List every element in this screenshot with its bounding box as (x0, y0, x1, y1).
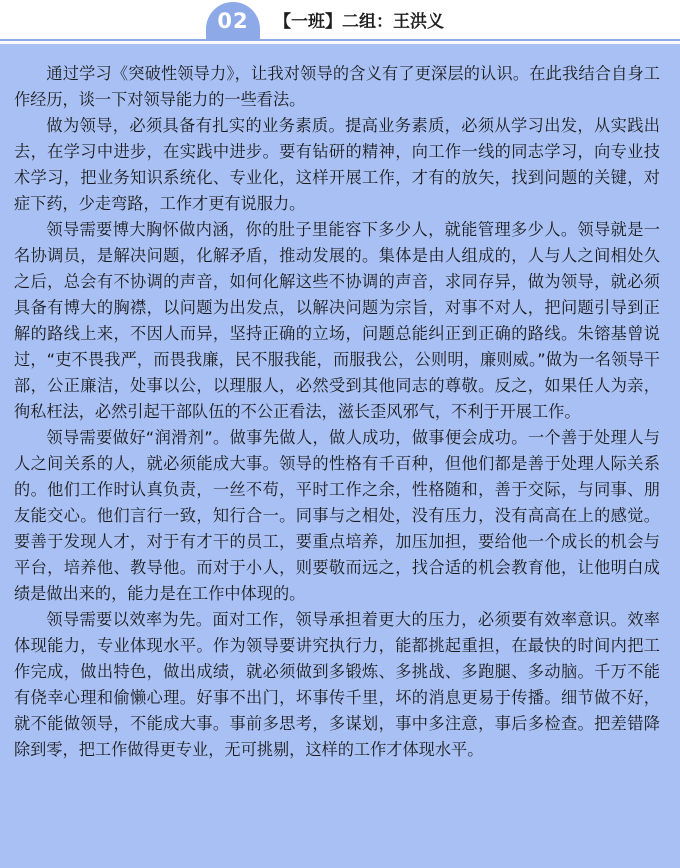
section-title: 【一班】二组：王洪义 (274, 12, 444, 32)
paragraph-1: 通过学习《突破性领导力》，让我对领导的含义有了更深层的认识。在此我结合自身工作经历，谈一下对领导能力的一些看法。 (14, 64, 660, 109)
paragraph-3: 领导需要博大胸怀做内涵，你的肚子里能容下多少人，就能管理多少人。领导就是一名协调员，是解决问题，化解矛盾，推动发展的。集体是由人组成的，人与人之间相处久之后，总会有不协调的声音，如何化解这些不协调的声音，求同存异，做为领导，就必须具备有博大的胸襟，以问题为出发点，以解决问题为宗旨，对事不对人，把问题引导到正解的路线上来，不因人而异，坚持正确的立场，问题总能纠正到正确的路线。朱镕基曾说过，“吏不畏我严，而畏我廉，民不服我能，而服我公，公则明，廉则威。”做为一名领导干部，公正廉洁，处事以公，以理服人，必然受到其他同志的尊敬。反之，如果任人为亲，徇私枉法，必然引起干部队伍的不公正看法，滋长歪风邪气，不利于开展工作。 (14, 220, 660, 421)
article-body (0, 44, 680, 868)
section-number-badge: 02 (206, 2, 260, 40)
paragraph-2: 做为领导，必须具备有扎实的业务素质。提高业务素质，必须从学习出发，从实践出去，在学习中进步，在实践中进步。要有钻研的精神，向工作一线的同志学习，向专业技术学习，把业务知识系统化、专业化，这样开展工作，才有的放矢，找到问题的关键，对症下药，少走弯路，工作才更有说服力。 (14, 116, 660, 213)
paragraph-5: 领导需要以效率为先。面对工作，领导承担着更大的压力，必须要有效率意识。效率体现能力，专业体现水平。作为领导要讲究执行力，能都挑起重担，在最快的时间内把工作完成，做出特色，做出成绩，就必须做到多锻炼、多挑战、多跑腿、多动脑。千万不能有侥幸心理和偷懒心理。好事不出门，坏事传千里，坏的消息更易于传播。细节做不好，就不能做领导，不能成大事。事前多思考，多谋划，事中多注意，事后多检查。把差错降除到零，把工作做得更专业，无可挑剔，这样的工作才体现水平。 (14, 610, 660, 759)
paragraph-4: 领导需要做好“润滑剂”。做事先做人，做人成功，做事便会成功。一个善于处理人与人之间关系的人，就必须能成大事。领导的性格有千百种，但他们都是善于处理人际关系的。他们工作时认真负责，一丝不苟，平时工作之余，性格随和，善于交际，与同事、朋友能交心。他们言行一致，知行合一。同事与之相处，没有压力，没有高高在上的感觉。要善于发现人才，对于有才干的员工，要重点培养，加压加担，要给他一个成长的机会与平台，培养他、教导他。而对于小人，则要敬而远之，找合适的机会教育他，让他明白成绩是做出来的，能力是在工作中体现的。 (14, 428, 660, 603)
header-divider (0, 39, 680, 41)
section-header (0, 0, 680, 44)
